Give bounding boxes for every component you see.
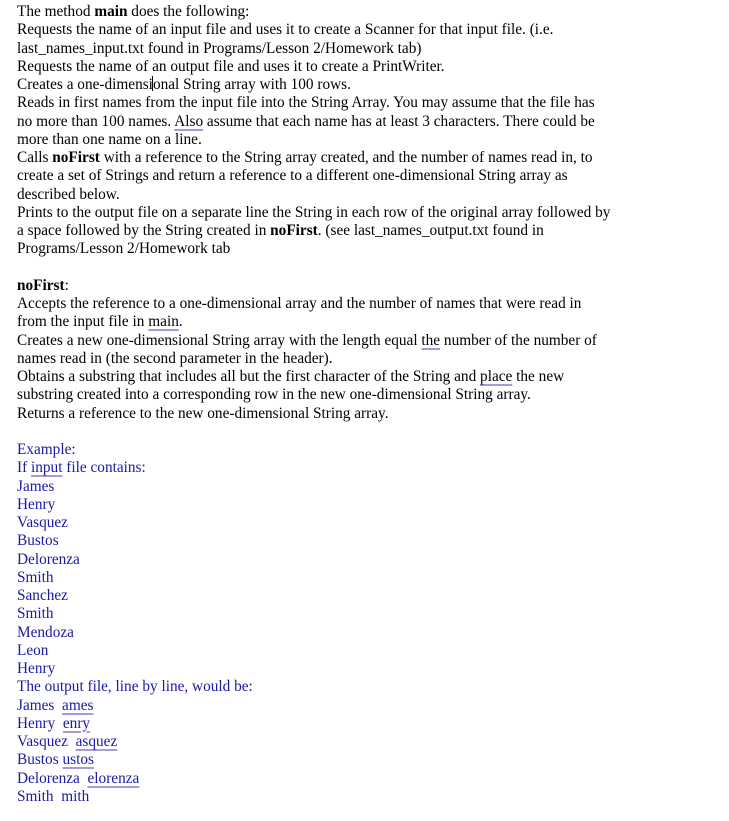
nofirst-heading bbox=[17, 277, 722, 295]
separator bbox=[54, 697, 62, 714]
input-name: Vasquez bbox=[17, 514, 68, 531]
separator bbox=[55, 715, 63, 732]
example-intro bbox=[17, 459, 722, 477]
main-step-line: Requests the name of an input file and uses it to create a Scanner for that input file. (i.e. bbox=[17, 21, 554, 39]
input-name: Bustos bbox=[17, 532, 59, 550]
heading-text: noFirst bbox=[17, 276, 65, 294]
substring-name[interactable]: ustos bbox=[62, 751, 94, 769]
substring-name[interactable]: ames bbox=[62, 696, 94, 714]
spellcheck-word[interactable]: the bbox=[421, 331, 441, 349]
output-intro: The output file, line by line, would be: bbox=[17, 678, 253, 696]
original-name: Henry bbox=[17, 714, 56, 732]
substring-name[interactable]: enry bbox=[62, 714, 91, 732]
main-step-line: more than one name on a line. bbox=[17, 130, 202, 148]
output-line bbox=[17, 788, 722, 806]
nofirst-step-line: substring created into a corresponding row in the new one-dimensional String array. bbox=[17, 386, 531, 404]
spellcheck-word[interactable]: input bbox=[31, 459, 63, 477]
main-step-line bbox=[17, 76, 722, 94]
original-name: Bustos bbox=[17, 751, 59, 769]
example-title: Example: bbox=[17, 441, 76, 458]
original-name: Vasquez bbox=[17, 733, 68, 750]
output-line bbox=[17, 751, 722, 769]
text: The method bbox=[17, 3, 95, 20]
text: does the following: bbox=[127, 3, 250, 20]
separator bbox=[68, 733, 76, 750]
output-line bbox=[17, 697, 722, 715]
text: number of the number of bbox=[440, 331, 597, 349]
text: Calls bbox=[17, 149, 53, 166]
main-step-line bbox=[17, 149, 722, 167]
nofirst-step-line: names read in (the second parameter in the header). bbox=[17, 349, 333, 367]
input-name: Smith bbox=[17, 568, 54, 586]
substring-name: mith bbox=[61, 787, 90, 805]
main-step-line: Programs/Lesson 2/Homework tab bbox=[17, 240, 231, 258]
input-name: Sanchez bbox=[17, 587, 68, 604]
text: Creates a one-dimensi bbox=[17, 76, 153, 93]
main-step-line: described below. bbox=[17, 185, 120, 203]
main-intro-line bbox=[17, 3, 722, 21]
text: . bbox=[178, 313, 183, 331]
output-line bbox=[17, 733, 722, 751]
text: file contains: bbox=[62, 459, 146, 477]
text: no more than 100 names. bbox=[17, 112, 175, 130]
input-name: Delorenza bbox=[17, 550, 80, 568]
text: onal String array with 100 rows. bbox=[152, 76, 351, 93]
input-name: Henry bbox=[17, 495, 56, 513]
separator bbox=[80, 770, 88, 787]
main-step-line bbox=[17, 222, 722, 240]
main-step-line: create a set of Strings and return a reference to a different one-dimensional String array as bbox=[17, 167, 568, 185]
spellcheck-word[interactable]: place bbox=[480, 368, 513, 385]
main-step-line: Requests the name of an output file and uses it to create a PrintWriter. bbox=[17, 57, 445, 75]
substring-name[interactable]: elorenza bbox=[87, 769, 140, 787]
text: Creates a new one-dimensional String array with the length equal bbox=[17, 331, 422, 349]
main-step-line: Reads in first names from the input file into the String Array. You may assume that the file has bbox=[17, 94, 595, 112]
method-name-nofirst: noFirst bbox=[270, 222, 318, 239]
input-name: Leon bbox=[17, 641, 49, 659]
original-name: James bbox=[17, 696, 55, 714]
text: If bbox=[17, 459, 32, 477]
main-step-line bbox=[17, 113, 722, 131]
main-step-line: Prints to the output file on a separate line the String in each row of the original array followed by bbox=[17, 203, 611, 221]
text: . (see last_names_output.txt found in bbox=[317, 222, 544, 239]
output-line bbox=[17, 770, 722, 788]
text: with a reference to the String array created, and the number of names read in, to bbox=[99, 149, 593, 166]
method-name-main: main bbox=[94, 3, 128, 20]
input-name: Henry bbox=[17, 660, 56, 677]
output-line bbox=[17, 715, 722, 733]
document-body[interactable] bbox=[17, 3, 722, 806]
text: the new bbox=[512, 368, 565, 385]
nofirst-step-line: Accepts the reference to a one-dimensional array and the number of names that were read in bbox=[17, 295, 582, 312]
text: a space followed by the String created in bbox=[17, 222, 271, 239]
blank-line bbox=[17, 423, 722, 441]
nofirst-step-line: Returns a reference to the new one-dimensional String array. bbox=[17, 404, 389, 422]
input-name: Mendoza bbox=[17, 623, 74, 641]
original-name: Smith bbox=[17, 787, 54, 805]
example-section bbox=[17, 441, 722, 806]
spellcheck-word[interactable]: Also bbox=[174, 112, 204, 130]
input-name: Smith bbox=[17, 605, 54, 623]
nofirst-step-line bbox=[17, 332, 722, 350]
method-name-nofirst: noFirst bbox=[52, 149, 100, 166]
nofirst-step-line bbox=[17, 313, 722, 331]
text: Obtains a substring that includes all but the first character of the String and bbox=[17, 368, 481, 385]
output-lines-list bbox=[17, 697, 722, 807]
original-name: Delorenza bbox=[17, 769, 80, 787]
text: assume that each name has at least 3 characters. There could be bbox=[203, 112, 595, 130]
substring-name[interactable]: asquez bbox=[75, 733, 118, 750]
text: : bbox=[64, 276, 69, 294]
input-names-list bbox=[17, 478, 722, 679]
nofirst-step-line bbox=[17, 368, 722, 386]
blank-line bbox=[17, 259, 722, 277]
input-name: James bbox=[17, 477, 55, 495]
main-step-line: last_names_input.txt found in Programs/Lesson 2/Homework tab) bbox=[17, 39, 422, 57]
text: from the input file in bbox=[17, 313, 149, 331]
spellcheck-word[interactable]: main bbox=[148, 313, 179, 331]
